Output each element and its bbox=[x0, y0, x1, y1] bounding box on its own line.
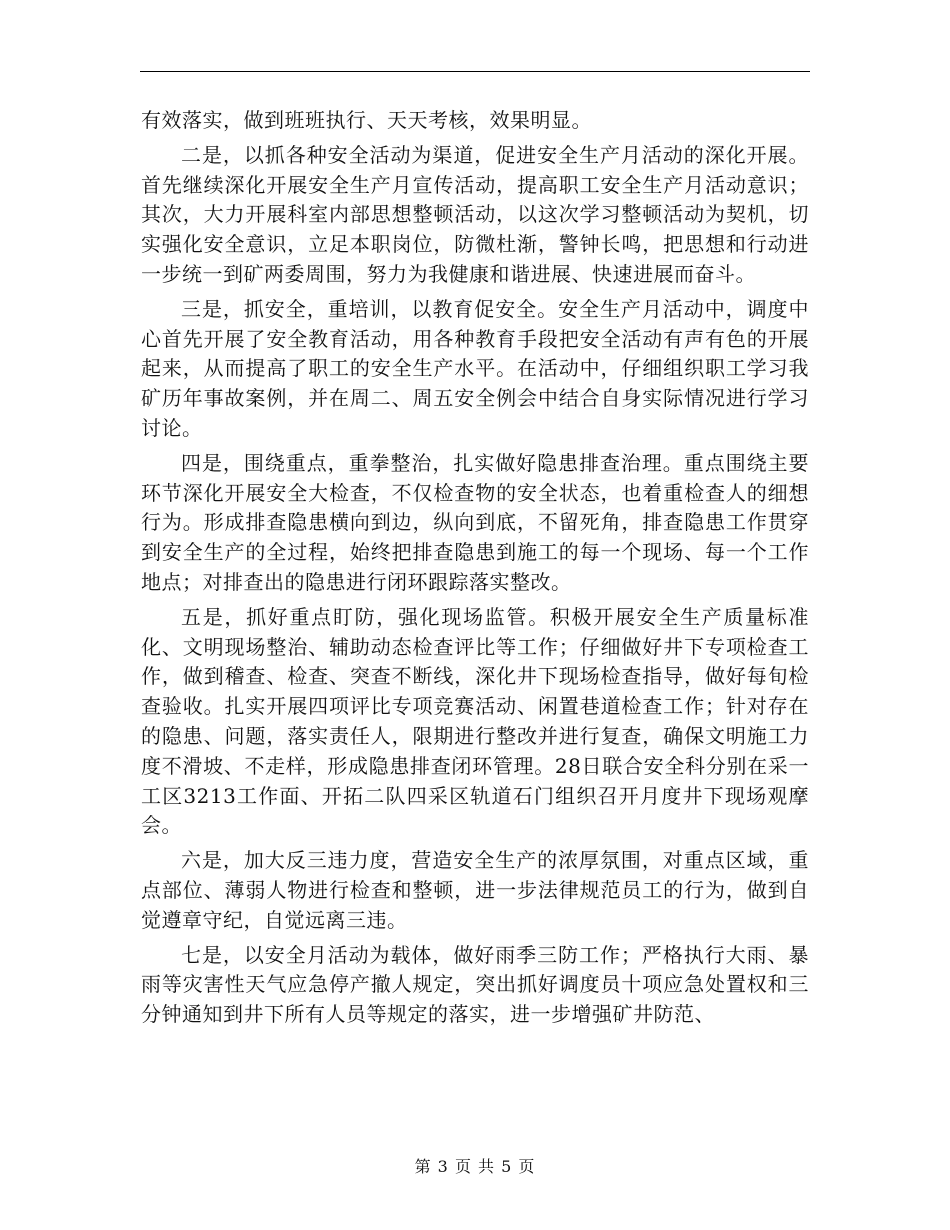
paragraph-item-6: 六是，加大反三违力度，营造安全生产的浓厚氛围，对重点区域，重点部位、薄弱人物进行检查和整顿，进一步法律规范员工的行为，做到自觉遵章守纪，自觉远离三违。 bbox=[141, 848, 809, 932]
paragraph-item-5: 五是，抓好重点盯防，强化现场监管。积极开展安全生产质量标准化、文明现场整治、辅助动态检查评比等工作；仔细做好井下专项检查工作，做到稽查、检查、突查不断线，深化井下现场检查指导，做好每旬检查验收。扎实开展四项评比专项竞赛活动、闲置巷道检查工作；针对存在的隐患、问题，落实责任人，限期进行整改并进行复查，确保文明施工力度不滑坡、不走样，形成隐患排查闭环管理。28日联合安全科分别在采一工区3213工作面、开拓二队四采区轨道石门组织召开月度井下现场观摩会。 bbox=[141, 604, 809, 838]
paragraph-item-4: 四是，围绕重点，重拳整治，扎实做好隐患排查治理。重点围绕主要环节深化开展安全大检查，不仅检查物的安全状态，也着重检查人的细想行为。形成排查隐患横向到边，纵向到底，不留死角，排查隐患工作贯穿到安全生产的全过程，始终把排查隐患到施工的每一个现场、每一个工作地点；对排查出的隐患进行闭环跟踪落实整改。 bbox=[141, 450, 809, 594]
page-number-footer: 第 3 页 共 5 页 bbox=[414, 1157, 536, 1176]
body-text bbox=[141, 106, 809, 1035]
paragraph-item-2: 二是，以抓各种安全活动为渠道，促进安全生产月活动的深化开展。首先继续深化开展安全生产月宣传活动，提高职工安全生产月活动意识；其次，大力开展科室内部思想整顿活动，以这次学习整顿活动为契机，切实强化安全意识，立足本职岗位，防微杜渐，警钟长鸣，把思想和行动进一步统一到矿两委周围，努力为我健康和谐进展、快速进展而奋斗。 bbox=[141, 142, 809, 286]
paragraph-continuation: 有效落实，做到班班执行、天天考核，效果明显。 bbox=[141, 108, 592, 132]
paragraph-item-3: 三是，抓安全，重培训，以教育促安全。安全生产月活动中，调度中心首先开展了安全教育活动，用各种教育手段把安全活动有声有色的开展起来，从而提高了职工的安全生产水平。在活动中，仔细组织职工学习我矿历年事故案例，并在周二、周五安全例会中结合自身实际情况进行学习讨论。 bbox=[141, 296, 809, 440]
paragraph-item-7: 七是，以安全月活动为载体，做好雨季三防工作；严格执行大雨、暴雨等灾害性天气应急停产撤人规定，突出抓好调度员十项应急处置权和三分钟通知到井下所有人员等规定的落实，进一步增强矿井防范、 bbox=[141, 942, 809, 1027]
header-rule bbox=[140, 71, 810, 72]
